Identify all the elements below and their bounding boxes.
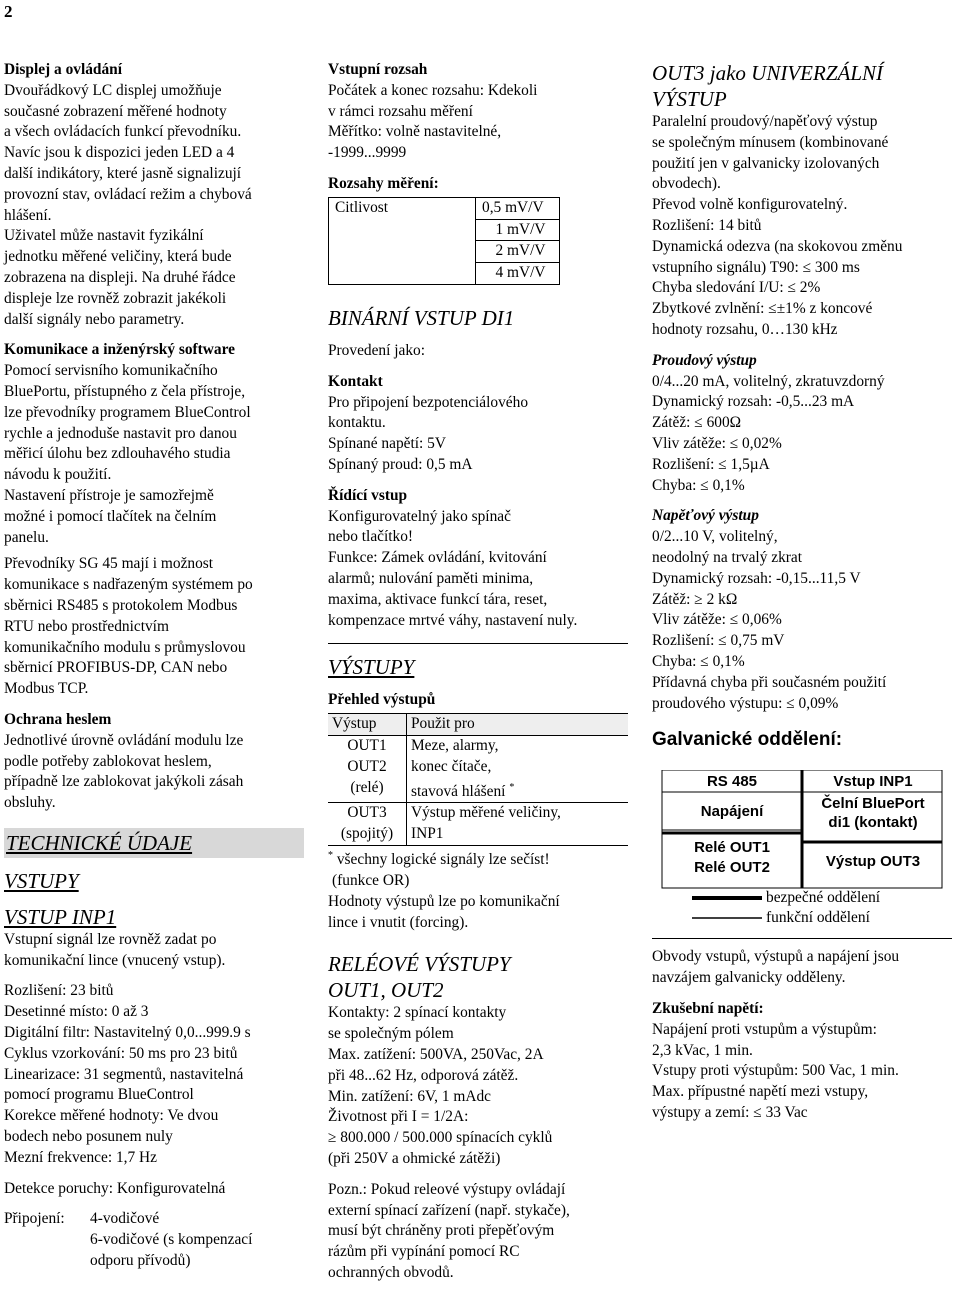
text-line: neodolný na trvalý zkrat bbox=[652, 548, 803, 566]
galvanic-diagram bbox=[652, 770, 952, 930]
out-cell: (spojitý) bbox=[340, 825, 394, 843]
text-line: ≥ 800.000 / 500.000 spínacích cyklů bbox=[328, 1129, 553, 1147]
table-header: Použit pro bbox=[411, 715, 475, 733]
out3-heading-2: VÝSTUP bbox=[652, 87, 727, 111]
text-line: jednotku měřené veličiny, která bude bbox=[4, 248, 232, 266]
spec-line: Linearizace: 31 segmentů, nastavitelná bbox=[4, 1065, 244, 1083]
text-line: (při 250V a ohmické zátěži) bbox=[328, 1149, 501, 1167]
password-text bbox=[4, 731, 304, 814]
text-line: kontaktu. bbox=[328, 414, 386, 432]
text-line: Napájení proti vstupům a výstupům: bbox=[652, 1020, 877, 1038]
inp1-heading: VSTUP INP1 bbox=[4, 904, 117, 929]
text-line: Kontakty: 2 spínací kontakty bbox=[328, 1004, 507, 1022]
text-line: Navíc jsou k dispozici jeden LED a 4 bbox=[4, 144, 235, 162]
text-line: 2,3 kVac, 1 min. bbox=[652, 1041, 753, 1059]
outputs-table bbox=[328, 713, 628, 846]
text-line: Min. zatížení: 6V, 1 mAdc bbox=[328, 1087, 491, 1105]
spec-line: Desetinné místo: 0 až 3 bbox=[4, 1003, 149, 1021]
binary-heading: BINÁRNÍ VSTUP DI1 bbox=[328, 305, 515, 330]
password-title: Ochrana heslem bbox=[4, 710, 112, 728]
connect-line: 6-vodičové (s kompenzací bbox=[90, 1231, 253, 1249]
text-line: Vliv zátěže: ≤ 0,02% bbox=[652, 434, 782, 452]
text-line: a všech ovládacích funkcí převodníku. bbox=[4, 123, 242, 141]
galv-celni-2: di1 (kontakt) bbox=[828, 814, 918, 832]
galv-vystup-out3: Výstup OUT3 bbox=[825, 853, 921, 871]
current-title: Proudový výstup bbox=[652, 351, 757, 369]
text-line: Max. přípustné napětí mezi vstupy, bbox=[652, 1083, 869, 1101]
text-line: Vstupní signál lze rovněž zadat po bbox=[4, 930, 217, 948]
out-cell: OUT2 bbox=[347, 757, 387, 775]
text-line: Rozlišení: 14 bitů bbox=[652, 216, 762, 234]
comm-text-2 bbox=[4, 554, 304, 700]
out-cell: OUT1 bbox=[347, 736, 387, 754]
text-line: Počátek a konec rozsahu: Kdekoli bbox=[328, 81, 538, 99]
text-line: Zátěž: ≤ 600Ω bbox=[652, 414, 742, 432]
text-line: rychle a jednoduše nastavit pro danou bbox=[4, 424, 237, 442]
out-cell: (relé) bbox=[350, 778, 384, 796]
text-line: Chyba: ≤ 0,1% bbox=[652, 652, 745, 670]
text-line: Spínaný proud: 0,5 mA bbox=[328, 455, 473, 473]
text-line: Uživatel může nastavit fyzikální bbox=[4, 227, 204, 245]
text-line: Přídavná chyba při současném použití bbox=[652, 673, 887, 691]
galv-rele1: Relé OUT1 bbox=[694, 839, 770, 857]
bin-exec: Provedení jako: bbox=[328, 341, 426, 359]
text-line: se společným mínusem (kombinované bbox=[652, 133, 889, 151]
text-line: obvodech). bbox=[652, 175, 721, 193]
text-line: sběrnicí PROFIBUS-DP, CAN nebo bbox=[4, 659, 228, 677]
text-line: Funkce: Zámek ovládání, kvitování bbox=[328, 549, 547, 567]
text-line: panelu. bbox=[4, 528, 49, 546]
note-line: Hodnoty výstupů lze po komunikační bbox=[328, 892, 560, 910]
connect-line: 4-vodičové bbox=[90, 1210, 160, 1228]
text-line: lze převodníky programem BlueControl bbox=[4, 403, 251, 421]
galv-heading: Galvanické oddělení: bbox=[652, 729, 843, 751]
text-line: Pomocí servisního komunikačního bbox=[4, 362, 218, 380]
text-line: zobrazena na displeji. Na druhé řádce bbox=[4, 268, 236, 286]
text-line: současné zobrazení měřené hodnoty bbox=[4, 102, 227, 120]
spec-line: Korekce měřené hodnoty: Ve dvou bbox=[4, 1107, 219, 1125]
text-line: Pozn.: Pokud releové výstupy ovládají bbox=[328, 1180, 566, 1198]
contact-title: Kontakt bbox=[328, 372, 383, 390]
legend-functional: funkční oddělení bbox=[766, 909, 870, 927]
text-line: -1999...9999 bbox=[328, 144, 407, 162]
out3-heading: OUT3 jako UNIVERZÁLNÍ bbox=[652, 61, 883, 85]
note-line: všechny logické signály lze sečíst! bbox=[333, 851, 550, 869]
table-header: Výstup bbox=[328, 714, 407, 736]
text-line: Spínané napětí: 5V bbox=[328, 435, 446, 453]
text-line: Vstupy proti výstupům: 500 Vac, 1 min. bbox=[652, 1062, 899, 1080]
text-line: navzájem galvanicky odděleny. bbox=[652, 969, 846, 987]
display-title: Displej a ovládání bbox=[4, 61, 123, 78]
comm-text bbox=[4, 361, 304, 548]
text-line: Dvouřádkový LC displej umožňuje bbox=[4, 81, 222, 99]
text-line: ochranných obvodů. bbox=[328, 1263, 454, 1281]
text-line: nebo tlačítko! bbox=[328, 528, 414, 546]
text-line: Konfigurovatelný jako spínač bbox=[328, 507, 511, 525]
out-cell: OUT3 bbox=[347, 804, 387, 822]
footnote-mark: * bbox=[328, 850, 333, 862]
galv-vstup-inp1: Vstup INP1 bbox=[833, 773, 913, 791]
sens-label: Citlivost bbox=[329, 197, 476, 284]
meas-title: Rozsahy měření: bbox=[328, 174, 439, 192]
text-line: Nastavení přístroje je samozřejmě bbox=[4, 486, 214, 504]
test-title: Zkušební napětí: bbox=[652, 999, 764, 1017]
text-line: musí být chráněny proti přepěťovým bbox=[328, 1222, 555, 1240]
column-1 bbox=[4, 60, 304, 1272]
text-line: 0/4...20 mA, volitelný, zkratuvzdorný bbox=[652, 372, 885, 390]
relay-heading-2: OUT1, OUT2 bbox=[328, 978, 444, 1003]
text-line: sběrnici RS485 s protokolem Modbus bbox=[4, 596, 238, 614]
note-line: lince i vnutit (forcing). bbox=[328, 913, 469, 931]
text-line: Dynamický rozsah: -0,5...23 mA bbox=[652, 393, 855, 411]
use-cell: stavová hlášení bbox=[411, 782, 506, 800]
spec-line: pomocí programu BlueControl bbox=[4, 1086, 194, 1104]
spec-line: Cyklus vzorkování: 50 ms pro 23 bitů bbox=[4, 1044, 238, 1062]
text-line: možné i pomocí tlačítek na čelním bbox=[4, 507, 217, 525]
connect-label: Připojení: bbox=[4, 1210, 65, 1228]
text-line: Paralelní proudový/napěťový výstup bbox=[652, 113, 878, 130]
text-line: se společným pólem bbox=[328, 1025, 454, 1043]
text-line: Chyba sledování I/U: ≤ 2% bbox=[652, 279, 821, 297]
text-line: výstupy a zemí: ≤ 33 Vac bbox=[652, 1103, 808, 1121]
column-3 bbox=[652, 60, 952, 1124]
connect-line: odporu přívodů) bbox=[90, 1252, 191, 1270]
text-line: RTU nebo prostřednictvím bbox=[4, 617, 169, 635]
galv-napajeni: Napájení bbox=[700, 803, 764, 821]
text-line: návodu k použití. bbox=[4, 466, 112, 484]
use-cell: konec čítače, bbox=[411, 757, 492, 775]
text-line: provozní stav, ovládací režim a chybová bbox=[4, 185, 252, 203]
overview-title: Přehled výstupů bbox=[328, 691, 436, 709]
text-line: další signály nebo parametry. bbox=[4, 310, 185, 328]
text-line: Rozlišení: ≤ 0,75 mV bbox=[652, 632, 785, 650]
text-line: alarmů; nulování paměti minima, bbox=[328, 569, 534, 587]
text-line: Rozlišení: ≤ 1,5µA bbox=[652, 455, 770, 473]
text-line: vstupního signálu) T90: ≤ 300 ms bbox=[652, 258, 860, 276]
control-title: Řídící vstup bbox=[328, 486, 408, 504]
tech-heading: TECHNICKÉ ÚDAJE bbox=[4, 828, 304, 858]
text-line: rázům při vypínání pomocí RC bbox=[328, 1243, 520, 1261]
text-line: komunikační lince (vnucený vstup). bbox=[4, 951, 226, 969]
text-line: hlášení. bbox=[4, 206, 52, 224]
text-line: Pro připojení bezpotenciálového bbox=[328, 393, 529, 411]
inputs-heading: VSTUPY bbox=[4, 868, 79, 893]
text-line: Chyba: ≤ 0,1% bbox=[652, 476, 745, 494]
text-line: použití jen v galvanicky izolovaných bbox=[652, 154, 880, 172]
text-line: Obvody vstupů, výstupů a napájení jsou bbox=[652, 948, 900, 966]
text-line: případně lze zablokovat jakýkoli zásah bbox=[4, 773, 244, 791]
sens-value: 2 mV/V bbox=[476, 241, 560, 263]
text-line: Životnost při I = 1/2A: bbox=[328, 1108, 469, 1126]
sens-value: 4 mV/V bbox=[476, 263, 560, 285]
text-line: 0/2...10 V, volitelný, bbox=[652, 528, 778, 546]
table-row bbox=[328, 803, 628, 846]
text-line: při 48...62 Hz, odporová zátěž. bbox=[328, 1066, 519, 1084]
spec-line: Digitální filtr: Nastavitelný 0,0...999.9 s bbox=[4, 1024, 251, 1042]
text-line: komunikace s nadřazeným systémem po bbox=[4, 576, 253, 594]
text-line: Jednotlivé úrovně ovládání modulu lze bbox=[4, 731, 244, 749]
sens-value: 0,5 mV/V bbox=[476, 197, 560, 219]
table-row bbox=[328, 735, 628, 803]
relay-heading: RELÉOVÉ VÝSTUPY bbox=[328, 952, 511, 977]
text-line: displeje lze rovněž zobrazit jakékoli bbox=[4, 289, 227, 307]
text-line: Vliv zátěže: ≤ 0,06% bbox=[652, 611, 782, 629]
galv-rs485: RS 485 bbox=[706, 773, 758, 791]
use-cell: INP1 bbox=[411, 825, 444, 843]
sensitivity-table bbox=[328, 197, 560, 285]
text-line: Modbus TCP. bbox=[4, 680, 89, 698]
use-cell: Meze, alarmy, bbox=[411, 736, 499, 754]
text-line: Dynamický rozsah: -0,15...11,5 V bbox=[652, 569, 861, 587]
text-line: kompenzace mrtvé váhy, nastavení nuly. bbox=[328, 611, 578, 629]
connect-block bbox=[4, 1209, 304, 1271]
spec-list bbox=[4, 981, 304, 1168]
text-line: Zbytkové zvlnění: ≤±1% z koncové bbox=[652, 300, 873, 318]
note-line: (funkce OR) bbox=[332, 871, 410, 889]
galv-celni-1: Čelní BluePort bbox=[821, 795, 925, 813]
spec-line: bodech nebo posunem nuly bbox=[4, 1128, 173, 1146]
text-line: další indikátory, které jasně signalizují bbox=[4, 164, 242, 182]
use-cell: Výstup měřené veličiny, bbox=[411, 804, 561, 822]
page-number: 2 bbox=[4, 2, 13, 21]
voltage-title: Napěťový výstup bbox=[652, 507, 759, 525]
text-line: měřicí úlohu bez zdlouhavého studia bbox=[4, 445, 231, 463]
text-line: Převodníky SG 45 mají i možnost bbox=[4, 555, 214, 573]
text-line: Převod volně konfigurovatelný. bbox=[652, 196, 848, 214]
comm-title: Komunikace a inženýrský software bbox=[4, 341, 235, 359]
text-line: hodnoty rozsahu, 0…130 kHz bbox=[652, 320, 838, 338]
text-line: proudového výstupu: ≤ 0,09% bbox=[652, 694, 839, 712]
range-title: Vstupní rozsah bbox=[328, 61, 428, 78]
galv-rele2: Relé OUT2 bbox=[694, 859, 770, 877]
legend-safe: bezpečné oddělení bbox=[766, 889, 881, 907]
display-text bbox=[4, 81, 304, 331]
text-line: Zátěž: ≥ 2 kΩ bbox=[652, 590, 738, 608]
text-line: komunikačního modulu s průmyslovou bbox=[4, 638, 246, 656]
text-line: Max. zatížení: 500VA, 250Vac, 2A bbox=[328, 1045, 544, 1063]
text-line: Měřítko: volně nastavitelné, bbox=[328, 123, 502, 141]
column-2 bbox=[328, 60, 633, 1284]
text-line: obsluhy. bbox=[4, 794, 56, 812]
sens-value: 1 mV/V bbox=[476, 219, 560, 241]
text-line: v rámci rozsahu měření bbox=[328, 102, 473, 120]
spec-line: Rozlišení: 23 bitů bbox=[4, 982, 114, 1000]
spec-line: Mezní frekvence: 1,7 Hz bbox=[4, 1148, 157, 1166]
outputs-heading: VÝSTUPY bbox=[328, 655, 415, 680]
text-line: BluePortu, přístupného z čela přístroje, bbox=[4, 382, 246, 400]
text-line: externí spínací zařízení (např. stykače), bbox=[328, 1201, 570, 1219]
text-line: Dynamická odezva (na skokovou změnu bbox=[652, 237, 903, 255]
text-line: podle potřeby zablokovat heslem, bbox=[4, 752, 212, 770]
text-line: maxima, aktivace funkcí tára, reset, bbox=[328, 590, 548, 608]
footnote-mark: * bbox=[509, 781, 515, 793]
fault-detect: Detekce poruchy: Konfigurovatelná bbox=[4, 1179, 226, 1197]
